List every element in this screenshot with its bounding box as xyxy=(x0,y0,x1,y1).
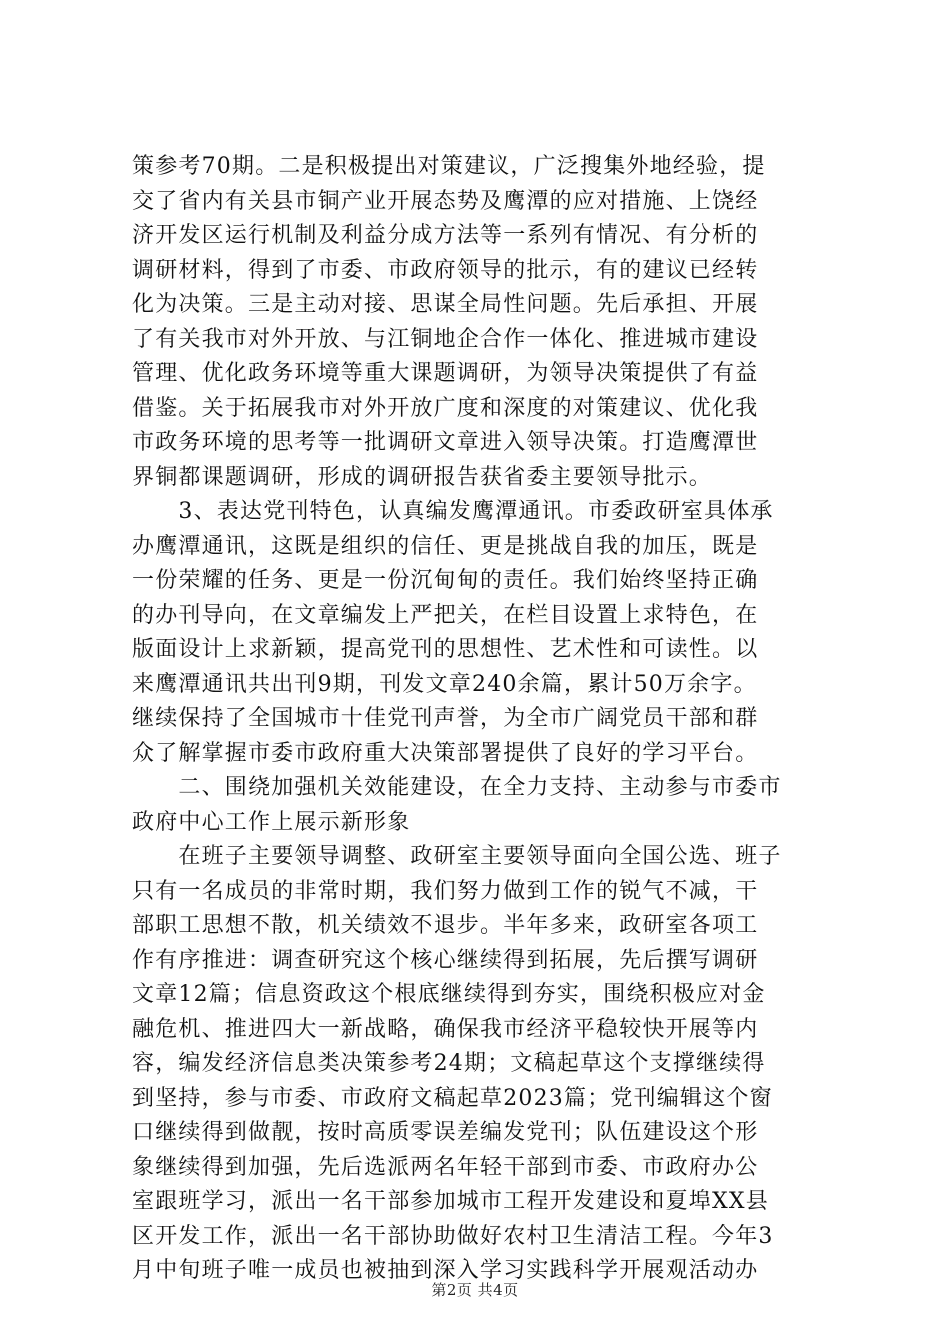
text-line: 作有序推进：调查研究这个核心继续得到拓展，先后撰写调研 xyxy=(132,947,759,973)
text-line: 调研材料，得到了市委、市政府领导的批示，有的建议已经转 xyxy=(132,257,759,283)
text-line: 借鉴。关于拓展我市对外开放广度和深度的对策建议、优化我 xyxy=(132,395,759,421)
text-line: 来鹰潭通讯共出刊9期，刊发文章240余篇，累计50万余字。 xyxy=(132,671,757,697)
text-line: 济开发区运行机制及利益分成方法等一系列有情况、有分析的 xyxy=(132,223,759,248)
text-line: 室跟班学习，派出一名干部参加城市工程开发建设和夏埠XX县 xyxy=(132,1189,769,1214)
text-line: 众了解掌握市委市政府重大决策部署提供了良好的学习平台。 xyxy=(132,740,759,766)
text-line: 化为决策。三是主动对接、思谋全局性问题。先后承担、开展 xyxy=(132,292,759,317)
text-line: 了有关我市对外开放、与江铜地企合作一体化、推进城市建设 xyxy=(132,326,759,352)
text-line: 策参考70期。二是积极提出对策建议，广泛搜集外地经验，提 xyxy=(132,154,766,179)
text-line: 部职工思想不散，机关绩效不退步。半年多来，政研室各项工 xyxy=(132,913,759,938)
text-line: 的办刊导向，在文章编发上严把关，在栏目设置上求特色，在 xyxy=(132,602,759,628)
text-line: 3、表达党刊特色，认真编发鹰潭通讯。市委政研室具体承 xyxy=(132,499,774,524)
section-heading-line: 政府中心工作上展示新形象 xyxy=(132,809,411,835)
text-line: 一份荣耀的任务、更是一份沉甸甸的责任。我们始终坚持正确 xyxy=(132,568,759,593)
text-line: 文章12篇；信息资政这个根底继续得到夯实，围绕积极应对金 xyxy=(132,982,766,1007)
text-line: 到坚持，参与市委、市政府文稿起草2023篇；党刊编辑这个窗 xyxy=(132,1085,773,1111)
text-line: 交了省内有关县市铜产业开展态势及鹰潭的应对措施、上饶经 xyxy=(132,188,759,214)
text-line: 容，编发经济信息类决策参考24期；文稿起草这个支撑继续得 xyxy=(132,1051,766,1076)
text-line: 管理、优化政务环境等重大课题调研，为领导决策提供了有益 xyxy=(132,361,759,386)
text-line: 在班子主要领导调整、政研室主要领导面向全国公选、班子 xyxy=(132,844,782,869)
text-line: 继续保持了全国城市十佳党刊声誉，为全市广阔党员干部和群 xyxy=(132,706,759,731)
text-line: 区开发工作，派出一名干部协助做好农村卫生清洁工程。今年3 xyxy=(132,1223,774,1249)
text-line: 融危机、推进四大一新战略，确保我市经济平稳较快开展等内 xyxy=(132,1016,759,1042)
text-line: 象继续得到加强，先后选派两名年轻干部到市委、市政府办公 xyxy=(132,1154,759,1180)
text-line: 界铜都课题调研，形成的调研报告获省委主要领导批示。 xyxy=(132,464,713,490)
body-text xyxy=(132,150,820,1289)
text-line: 市政务环境的思考等一批调研文章进入领导决策。打造鹰潭世 xyxy=(132,430,759,455)
text-line: 办鹰潭通讯，这既是组织的信任、更是挑战自我的加压，既是 xyxy=(132,533,759,559)
page-footer: 第2页 共4页 xyxy=(431,1281,519,1299)
text-line: 口继续得到做靓，按时高质零误差编发党刊；队伍建设这个形 xyxy=(132,1120,759,1145)
text-line: 只有一名成员的非常时期，我们努力做到工作的锐气不减，干 xyxy=(132,878,759,904)
text-line: 月中旬班子唯一成员也被抽到深入学习实践科学开展观活动办 xyxy=(132,1258,759,1283)
section-heading-line: 二、围绕加强机关效能建设，在全力支持、主动参与市委市 xyxy=(132,775,782,800)
text-line: 版面设计上求新颖，提高党刊的思想性、艺术性和可读性。以 xyxy=(132,637,759,662)
